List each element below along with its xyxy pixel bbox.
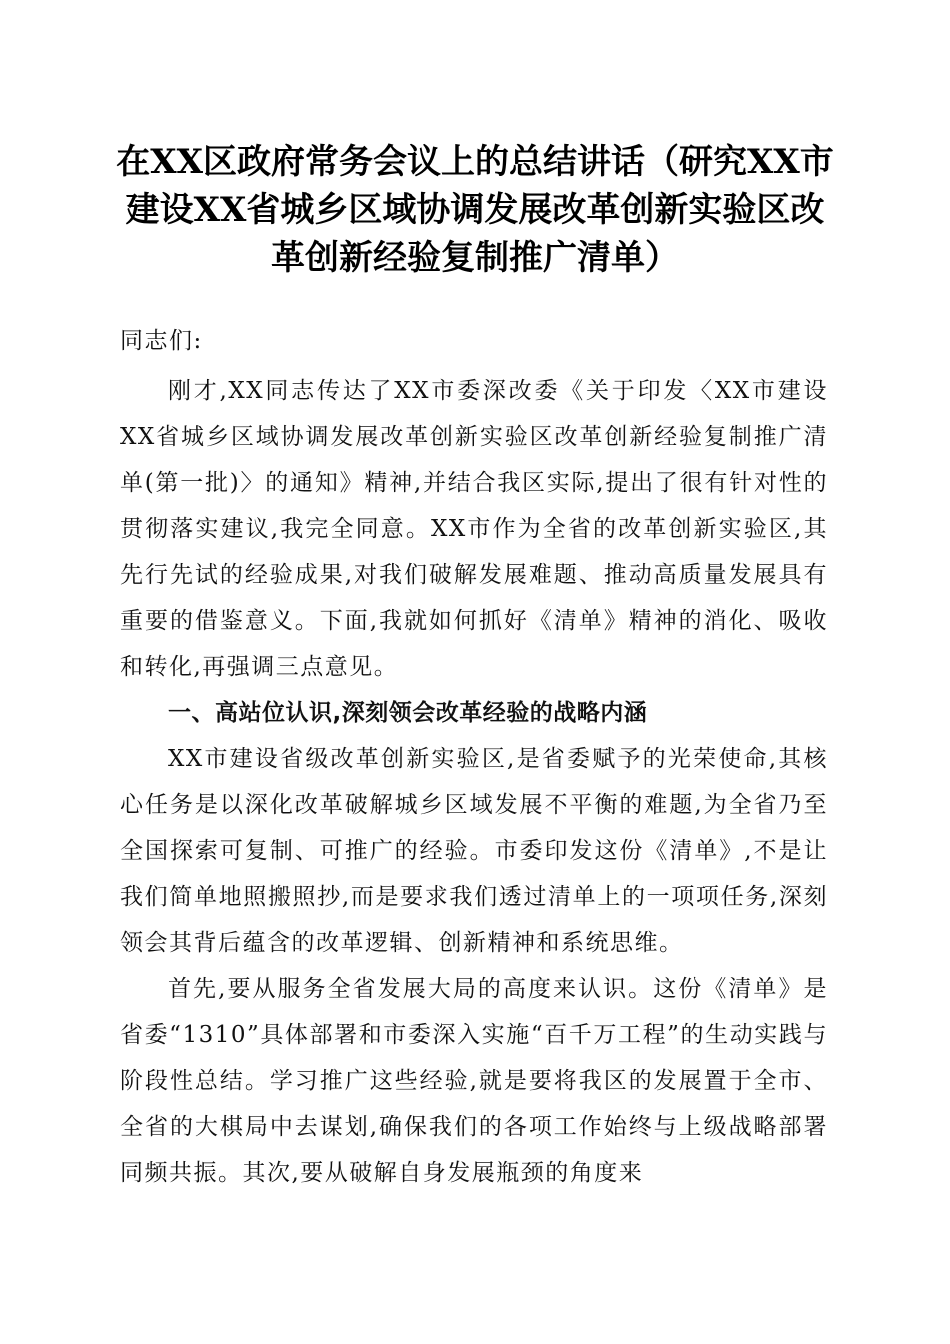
document-title: 在XX区政府常务会议上的总结讲话（研究XX市建设XX省城乡区域协调发展改革创新实验区改革创新经验复制推广清单） (116, 142, 834, 278)
section-paragraph: 首先,要从服务全省发展大局的高度来认识。这份《清单》是省委“1310”具体部署和市委深入实施“百千万工程”的生动实践与阶段性总结。学习推广这些经验,就是要将我区的发展置于全市、全省的大棋局中去谋划,确保我们的各项工作始终与上级战略部署同频共振。其次,要从破解自身发展瓶颈的角度来 (120, 976, 828, 1186)
opening-paragraph: 刚才,XX同志传达了XX市委深改委《关于印发〈XX市建设XX省城乡区域协调发展改革创新实验区改革创新经验复制推广清单(第一批)〉的通知》精神,并结合我区实际,提出了很有针对性的贯彻落实建议,我完全同意。XX市作为全省的改革创新实验区,其先行先试的经验成果,对我们破解发展难题、推动高质量发展具有重要的借鉴意义。下面,我就如何抓好《清单》精神的消化、吸收和转化,再强调三点意见。 (120, 378, 828, 680)
document-body (120, 318, 828, 1196)
section-paragraph: XX市建设省级改革创新实验区,是省委赋予的光荣使命,其核心任务是以深化改革破解城乡区域发展不平衡的难题,为全省乃至全国探索可复制、可推广的经验。市委印发这份《清单》,不是让我们简单地照搬照抄,而是要求我们透过清单上的一项项任务,深刻领会其背后蕴含的改革逻辑、创新精神和系统思维。 (120, 746, 828, 956)
salutation: 同志们: (120, 328, 203, 354)
section-heading: 一、高站位认识,深刻领会改革经验的战略内涵 (168, 700, 648, 726)
